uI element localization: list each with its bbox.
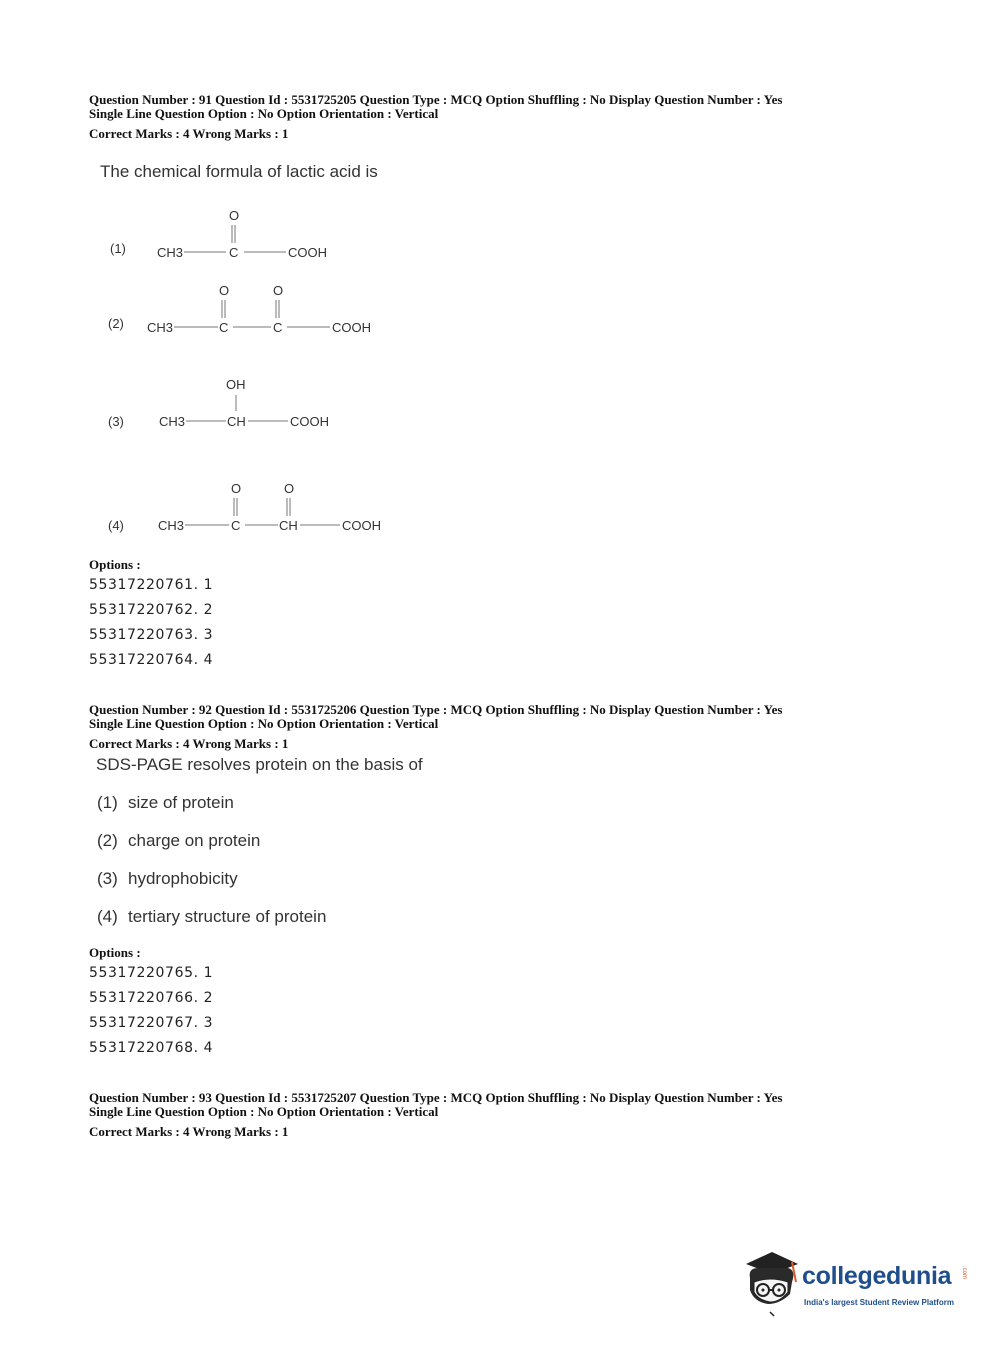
choice-number: (3) xyxy=(97,869,118,888)
structure-2-carbon-1: C xyxy=(219,320,229,335)
choice-number: (2) xyxy=(97,831,118,850)
q91-option-3: 55317220763. 3 xyxy=(89,627,214,643)
q93-marks: Correct Marks : 4 Wrong Marks : 1 xyxy=(89,1124,289,1139)
q91-options-label: Options : xyxy=(89,557,141,572)
q92-options-label: Options : xyxy=(89,945,141,960)
structure-4 xyxy=(108,481,381,533)
structure-3-carbon: CH xyxy=(227,414,246,429)
q91-option-2: 55317220762. 2 xyxy=(89,602,214,618)
q92-question-text: SDS-PAGE resolves protein on the basis of xyxy=(96,755,423,774)
q91-marks: Correct Marks : 4 Wrong Marks : 1 xyxy=(89,126,289,141)
structure-2-cooh: COOH xyxy=(332,320,371,335)
choice-number: (4) xyxy=(97,907,118,926)
structure-2-ch3: CH3 xyxy=(147,320,174,335)
structure-4-oxygen-1: O xyxy=(231,481,242,496)
structure-2-oxygen-2: O xyxy=(273,283,284,298)
structure-1-number: (1) xyxy=(110,241,126,256)
q92-marks: Correct Marks : 4 Wrong Marks : 1 xyxy=(89,736,289,751)
structure-2-number: (2) xyxy=(108,316,124,331)
structure-4-cooh: COOH xyxy=(342,518,381,533)
structure-1-cooh: COOH xyxy=(288,245,327,260)
structure-2-carbon-2: C xyxy=(273,320,283,335)
q92-option-3: 55317220767. 3 xyxy=(89,1015,214,1031)
structure-3-hydroxyl: OH xyxy=(226,377,246,392)
choice-text: tertiary structure of protein xyxy=(128,907,327,926)
structure-1-ch3: CH3 xyxy=(157,245,184,260)
choice-text: charge on protein xyxy=(128,831,261,850)
q91-structures xyxy=(100,200,400,545)
structure-4-ch3: CH3 xyxy=(158,518,185,533)
choice-number: (1) xyxy=(97,793,118,812)
q93-meta-line2: Single Line Question Option : No Option Orientation : Vertical xyxy=(89,1104,439,1119)
choice-text: size of protein xyxy=(128,793,234,812)
q92-meta-line1: Question Number : 92 Question Id : 5531725206 Question Type : MCQ Option Shuffling : No Display Question Number : Yes xyxy=(89,702,783,717)
structure-3-cooh: COOH xyxy=(290,414,329,429)
q92-choice-4 xyxy=(97,907,326,927)
structure-3-number: (3) xyxy=(108,414,124,429)
structure-1-oxygen: O xyxy=(229,208,240,223)
q92-meta-line2: Single Line Question Option : No Option Orientation : Vertical xyxy=(89,716,439,731)
q91-meta-line1: Question Number : 91 Question Id : 5531725205 Question Type : MCQ Option Shuffling : No Display Question Number : Yes xyxy=(89,92,783,107)
q91-option-1: 55317220761. 1 xyxy=(89,577,214,593)
q93-meta-line1: Question Number : 93 Question Id : 5531725207 Question Type : MCQ Option Shuffling : No Display Question Number : Yes xyxy=(89,1090,783,1105)
structure-3-ch3: CH3 xyxy=(159,414,186,429)
q91-question-text: The chemical formula of lactic acid is xyxy=(100,162,378,181)
structure-3 xyxy=(108,377,329,429)
mascot-icon xyxy=(740,1246,802,1318)
logo-wordmark: collegedunia xyxy=(802,1262,952,1290)
q92-option-4: 55317220768. 4 xyxy=(89,1040,214,1056)
structure-4-carbon-2: CH xyxy=(279,518,298,533)
q91-option-4: 55317220764. 4 xyxy=(89,652,214,668)
structure-1-carbon: C xyxy=(229,245,239,260)
q91-meta-line2: Single Line Question Option : No Option Orientation : Vertical xyxy=(89,106,439,121)
q92-choice-1 xyxy=(97,793,234,813)
q92-option-1: 55317220765. 1 xyxy=(89,965,214,981)
choice-text: hydrophobicity xyxy=(128,869,238,888)
structure-1 xyxy=(110,208,327,260)
structure-4-oxygen-2: O xyxy=(284,481,295,496)
logo-domain-suffix: .com xyxy=(961,1266,967,1280)
structure-4-number: (4) xyxy=(108,518,124,533)
structure-2-oxygen-1: O xyxy=(219,283,230,298)
q92-option-2: 55317220766. 2 xyxy=(89,990,214,1006)
collegedunia-logo xyxy=(740,1246,970,1318)
q92-choice-3 xyxy=(97,869,238,889)
structure-4-carbon-1: C xyxy=(231,518,241,533)
logo-tagline: India's largest Student Review Platform xyxy=(804,1298,954,1307)
structure-2 xyxy=(108,283,371,335)
q92-choice-2 xyxy=(97,831,260,851)
